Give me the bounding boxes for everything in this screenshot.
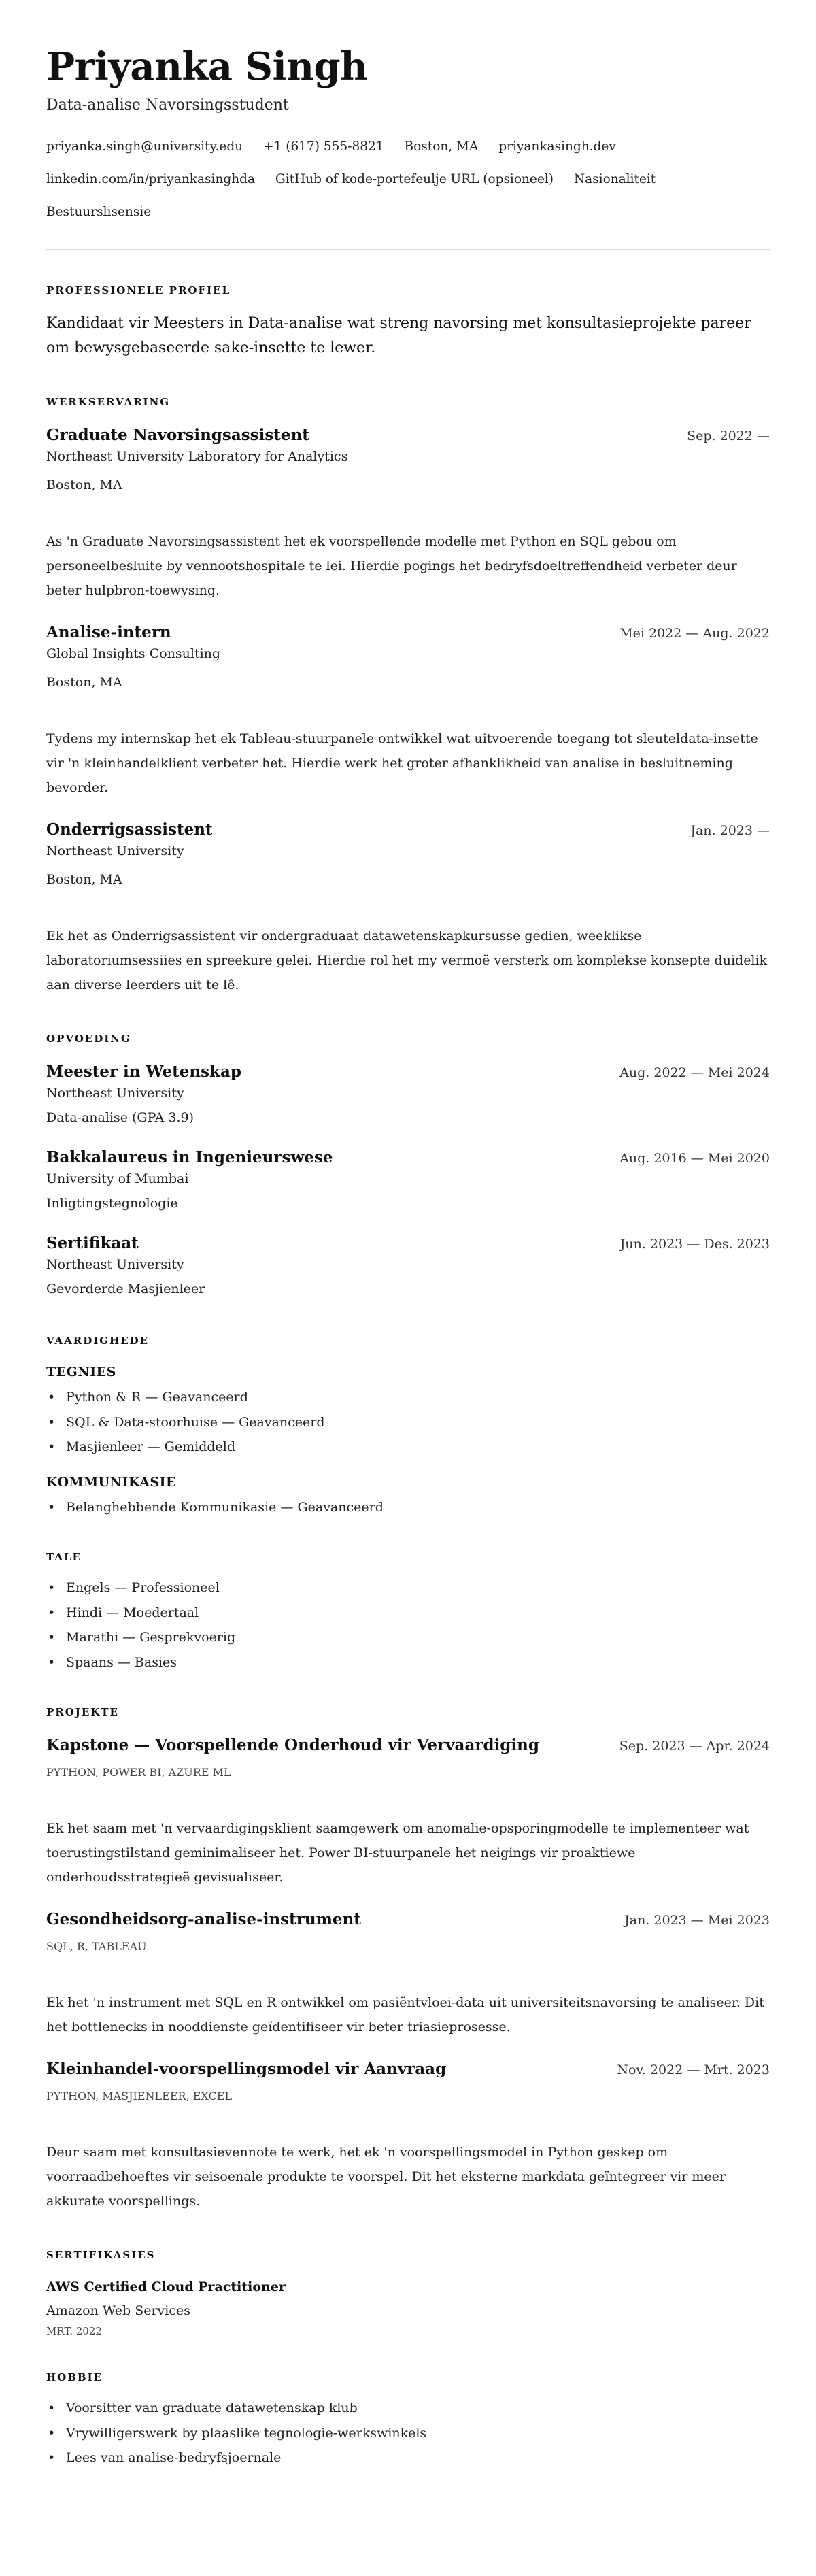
bullet-icon: •	[48, 1580, 56, 1595]
job-description: Tydens my internskap het ek Tableau-stuurpanele ontwikkel wat uitvoerende toegang tot sleuteldata-insette vir 'n kleinhandelklient verbeter het. Hierdie werk het groter afhanklikheid van analise in besluitneming bevorder.	[46, 731, 758, 795]
candidate-name: Priyanka Singh	[46, 44, 368, 89]
project-description: Ek het saam met 'n vervaardigingsklient saamgewerk om anomalie-opsporingmodelle te implementeer wat toerustingstilstand geminimaliseer het. Power BI-stuurpanele het neigings vir proaktiewe onderhoudsstrategieë gevisualiseer.	[46, 1821, 749, 1885]
bullet-icon: •	[48, 1439, 56, 1454]
contact-phone[interactable]: +1 (617) 555-8821	[263, 139, 384, 154]
contact-linkedin[interactable]: linkedin.com/in/priyankasinghda	[46, 172, 255, 186]
job-description: As 'n Graduate Navorsingsassistent het ek voorspellende modelle met Python en SQL gebou om personeelbesluite by vennootshospitale te lei. Hierdie pogings het bedryfsdoeltreffendheid verbeter deur beter hulpbron-toewysing.	[46, 534, 737, 598]
bullet-icon: •	[48, 1414, 56, 1430]
contact-license: Bestuurslisensie	[46, 205, 152, 219]
project-description: Deur saam met konsultasievennote te werk, het ek 'n voorspellingsmodel in Python geskep om voorraadbehoeftes vir seisoenale produkte te voorspel. Dit het eksterne markdata geïntegreer vir meer akkurate voorspellings.	[46, 2145, 726, 2209]
job-location: Boston, MA	[46, 872, 122, 887]
degree-date: Aug. 2016 — Mei 2020	[619, 1151, 770, 1166]
project-entry	[46, 2058, 770, 2213]
degree-field: Inligtingstegnologie	[46, 1196, 178, 1211]
hobby-text: Voorsitter van graduate datawetenskap klub	[66, 2401, 358, 2415]
contact-list	[46, 131, 770, 229]
list-item	[46, 1650, 770, 1675]
degree-title: Bakkalaureus in Ingenieurswese	[46, 1148, 333, 1167]
degree-institution: Northeast University	[46, 1257, 184, 1272]
job-location: Boston, MA	[46, 675, 122, 690]
bullet-icon: •	[48, 1390, 56, 1405]
project-date: Sep. 2023 — Apr. 2024	[619, 1739, 770, 1754]
section-title: TALE	[46, 1551, 82, 1563]
hobby-text: Vrywilligerswerk by plaaslike tegnologie-werkswinkels	[66, 2425, 427, 2441]
section-title: WERKSERVARING	[46, 396, 171, 408]
hobbies-section	[46, 2370, 770, 2471]
skills-section	[46, 1333, 770, 1520]
profile-section	[46, 283, 770, 361]
project-entry	[46, 1735, 770, 1890]
resume-header	[46, 42, 770, 229]
project-tech: PYTHON, POWER BI, AZURE ML	[46, 1766, 231, 1779]
education-entry	[46, 1147, 770, 1214]
contact-github: GitHub of kode-portefeulje URL (opsioneel)	[275, 172, 554, 186]
list-item	[46, 1575, 770, 1601]
contact-location: Boston, MA	[404, 139, 479, 154]
job-org: Northeast University	[46, 843, 184, 858]
skill-text: Masjienleer — Gemiddeld	[66, 1439, 236, 1454]
project-title: Kapstone — Voorspellende Onderhoud vir Vervaardiging	[46, 1736, 539, 1754]
degree-date: Aug. 2022 — Mei 2024	[619, 1065, 770, 1080]
list-item	[46, 2445, 770, 2471]
education-section	[46, 1031, 770, 1299]
job-title: Analise-intern	[46, 623, 171, 641]
cert-date: MRT. 2022	[46, 2325, 102, 2337]
skill-text: Python & R — Geavanceerd	[66, 1390, 248, 1405]
contact-website[interactable]: priyankasingh.dev	[498, 139, 616, 154]
list-item	[46, 2421, 770, 2446]
job-title: Onderrigsassistent	[46, 820, 213, 839]
list-item	[46, 1495, 770, 1520]
degree-date: Jun. 2023 — Des. 2023	[619, 1237, 770, 1252]
job-date: Sep. 2022 —	[687, 429, 770, 444]
bullet-icon: •	[48, 2450, 56, 2465]
languages-section	[46, 1550, 770, 1675]
project-description: Ek het 'n instrument met SQL en R ontwikkel om pasiëntvloei-data uit universiteitsnavorsing te analiseer. Dit het bottlenecks in nooddienste geïdentifiseer vir beter triasieprosesse.	[46, 1995, 764, 2035]
list-item	[46, 1435, 770, 1460]
job-location: Boston, MA	[46, 478, 122, 492]
job-date: Mei 2022 — Aug. 2022	[619, 626, 770, 641]
hobby-list	[46, 2396, 770, 2471]
skill-list	[46, 1385, 770, 1460]
language-list	[46, 1575, 770, 1675]
project-tech: SQL, R, TABLEAU	[46, 1940, 147, 1953]
section-title: VAARDIGHEDE	[46, 1335, 150, 1347]
cert-org: Amazon Web Services	[46, 2303, 191, 2318]
list-item	[46, 2396, 770, 2421]
header-divider	[46, 249, 770, 250]
degree-institution: University of Mumbai	[46, 1171, 189, 1186]
section-title: HOBBIE	[46, 2371, 103, 2383]
degree-title: Meester in Wetenskap	[46, 1063, 241, 1081]
project-title: Gesondheidsorg-analise-instrument	[46, 1910, 361, 1928]
language-text: Spaans — Basies	[66, 1654, 177, 1670]
contact-email[interactable]: priyanka.singh@university.edu	[46, 139, 243, 154]
degree-institution: Northeast University	[46, 1086, 184, 1101]
contact-nationality: Nasionaliteit	[573, 172, 656, 186]
projects-section	[46, 1705, 770, 2213]
project-date: Jan. 2023 — Mei 2023	[624, 1913, 770, 1928]
bullet-icon: •	[48, 1630, 56, 1645]
section-title: OPVOEDING	[46, 1033, 131, 1045]
skill-group-title: TEGNIES	[46, 1365, 116, 1379]
list-item	[46, 1601, 770, 1626]
experience-entry	[46, 424, 770, 603]
language-text: Engels — Professioneel	[66, 1580, 220, 1595]
bullet-icon: •	[48, 2401, 56, 2415]
degree-field: Data-analise (GPA 3.9)	[46, 1110, 194, 1125]
language-text: Marathi — Gesprekvoerig	[66, 1630, 236, 1645]
certifications-section	[46, 2247, 770, 2339]
bullet-icon: •	[48, 1605, 56, 1620]
candidate-subtitle: Data-analise Navorsingsstudent	[46, 97, 289, 114]
project-date: Nov. 2022 — Mrt. 2023	[617, 2062, 770, 2077]
education-entry	[46, 1061, 770, 1128]
profile-summary: Kandidaat vir Meesters in Data-analise wat streng navorsing met konsultasieprojekte pareer om bewysgebaseerde sake-insette te lewer.	[46, 315, 751, 356]
hobby-text: Lees van analise-bedryfsjoernale	[66, 2450, 282, 2465]
experience-entry	[46, 819, 770, 997]
experience-section	[46, 395, 770, 997]
bullet-icon: •	[48, 1654, 56, 1670]
education-entry	[46, 1233, 770, 1299]
skill-list	[46, 1495, 770, 1520]
degree-field: Gevorderde Masjienleer	[46, 1282, 205, 1297]
job-org: Northeast University Laboratory for Analytics	[46, 449, 348, 464]
section-title: PROFESSIONELE PROFIEL	[46, 284, 231, 297]
cert-title: AWS Certified Cloud Practitioner	[46, 2279, 286, 2294]
section-title: PROJEKTE	[46, 1706, 119, 1718]
skill-text: Belanghebbende Kommunikasie — Geavanceerd	[66, 1499, 384, 1515]
job-description: Ek het as Onderrigsassistent vir ondergraduaat datawetenskapkursusse gedien, weeklikse laboratoriumsessiies en spreekure gelei. Hierdie rol het my vermoë versterk om komplekse konsepte duidelik aan diverse leerders uit te lê.	[46, 929, 768, 992]
experience-entry	[46, 622, 770, 800]
skill-group-title: KOMMUNIKASIE	[46, 1474, 177, 1490]
project-title: Kleinhandel-voorspellingsmodel vir Aanvraag	[46, 2060, 447, 2078]
list-item	[46, 1410, 770, 1435]
degree-title: Sertifikaat	[46, 1234, 139, 1252]
language-text: Hindi — Moedertaal	[66, 1605, 199, 1620]
bullet-icon: •	[48, 1499, 56, 1515]
project-tech: PYTHON, MASJIENLEER, EXCEL	[46, 2090, 233, 2103]
job-date: Jan. 2023 —	[690, 823, 770, 838]
list-item	[46, 1625, 770, 1650]
section-title: SERTIFIKASIES	[46, 2249, 156, 2261]
list-item	[46, 1385, 770, 1410]
skill-text: SQL & Data-stoorhuise — Geavanceerd	[66, 1414, 325, 1430]
project-entry	[46, 1909, 770, 2039]
bullet-icon: •	[48, 2425, 56, 2441]
job-org: Global Insights Consulting	[46, 646, 221, 661]
job-title: Graduate Navorsingsassistent	[46, 426, 309, 444]
